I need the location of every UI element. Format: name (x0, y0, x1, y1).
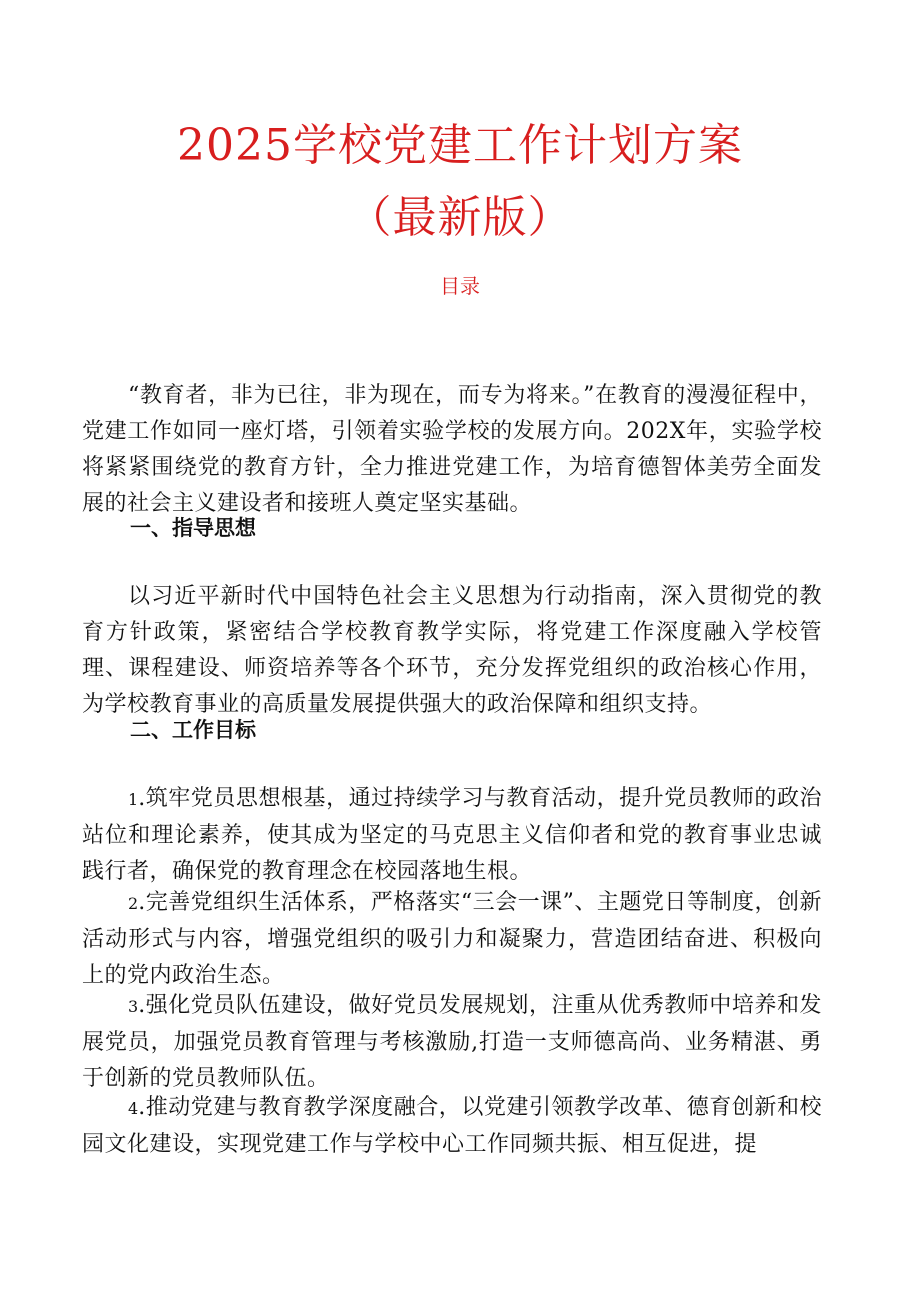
document-title: 2025学校党建工作计划方案 (177, 120, 743, 171)
goal-item-1 (82, 781, 822, 890)
section-heading-work-goals: 二、工作目标 (130, 718, 256, 742)
goal-text: .强化党员队伍建设，做好党员发展规划，注重从优秀教师中培养和发展党员，加强党员教育管理与考核激励,打造一支师德高尚、业务精湛、勇于创新的党员教师队伍。 (82, 993, 822, 1091)
goal-text: .完善党组织生活体系，严格落实“三会一课”、主题党日等制度，创新活动形式与内容，增强党组织的吸引力和凝聚力，营造团结奋进、积极向上的党内政治生态。 (82, 890, 822, 988)
intro-paragraph: “教育者，非为已往，非为现在，而专为将来。”在教育的漫漫征程中，党建工作如同一座灯塔，引领着实验学校的发展方向。202X年，实验学校将紧紧围绕党的教育方针，全力推进党建工作，为培育德智体美劳全面发展的社会主义建设者和接班人奠定坚实基础。 (82, 383, 822, 516)
goal-number: 4 (128, 1099, 139, 1118)
goal-item-4 (82, 1090, 822, 1163)
guiding-ideology-paragraph: 以习近平新时代中国特色社会主义思想为行动指南，深入贯彻党的教育方针政策，紧密结合学校教育教学实际，将党建工作深度融入学校管理、课程建设、师资培养等各个环节，充分发挥党组织的政治核心作用，为学校教育事业的高质量发展提供强大的政治保障和组织支持。 (82, 584, 822, 717)
section-heading-guiding-ideology: 一、指导思想 (130, 516, 256, 540)
goal-number: 3 (128, 997, 139, 1016)
goal-item-2 (82, 885, 822, 994)
document-subtitle: （最新版） (347, 192, 573, 243)
goal-text: .推动党建与教育教学深度融合，以党建引领教学改革、德育创新和校园文化建设，实现党建工作与学校中心工作同频共振、相互促进，提 (82, 1095, 822, 1157)
goal-item-3 (82, 988, 822, 1097)
table-of-contents-label: 目录 (440, 274, 480, 298)
goal-number: 2 (128, 894, 139, 913)
goal-number: 1 (128, 790, 139, 809)
goal-text: .筑牢党员思想根基，通过持续学习与教育活动，提升党员教师的政治站位和理论素养，使其成为坚定的马克思主义信仰者和党的教育事业忠诚践行者，确保党的教育理念在校园落地生根。 (82, 786, 822, 884)
